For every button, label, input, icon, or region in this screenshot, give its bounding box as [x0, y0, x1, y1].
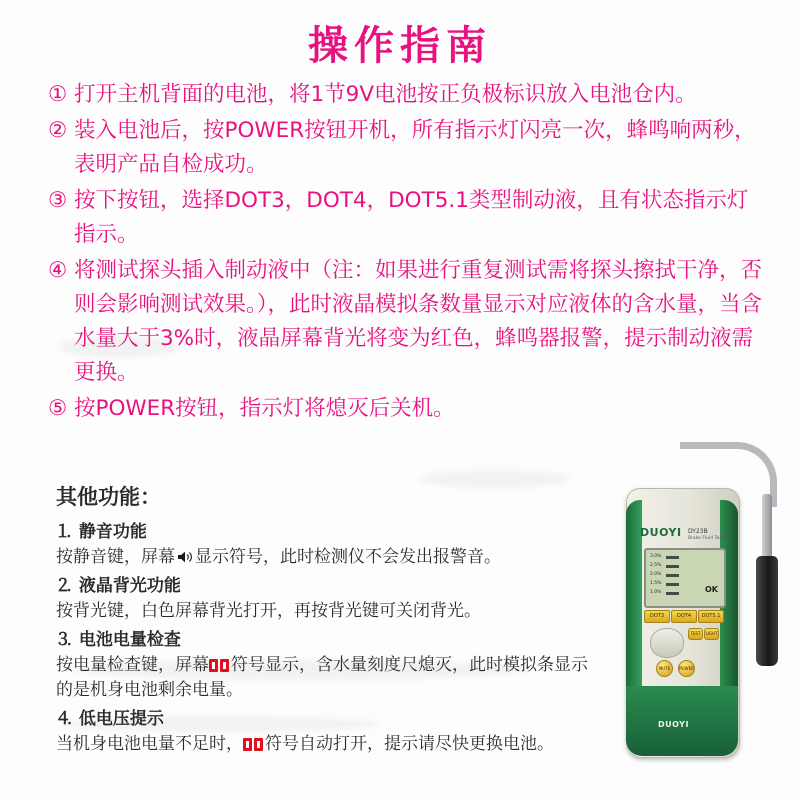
probe-tube [762, 494, 772, 560]
device-bottom-logo: DUOYI [658, 720, 689, 729]
other-item-body-after: 符号自动打开，提示请尽快更换电池。 [265, 734, 554, 754]
other-item-title: ⒈ 静音功能 [56, 522, 147, 542]
other-item-title: ⒋ 低电压提示 [56, 709, 164, 729]
device-keypad-plate [650, 628, 684, 658]
dot-button-row [644, 610, 724, 623]
lcd-scale-label: 2.0% [650, 572, 662, 577]
other-item-title: ⒉ 液晶背光功能 [56, 576, 181, 596]
lcd-status-text: OK [705, 585, 718, 594]
operation-steps-list [48, 78, 764, 428]
step-text: 按POWER按钮，指示灯将熄灭后关机。 [74, 396, 455, 421]
scan-smudge [420, 470, 570, 488]
lcd-scale-label: 2.5% [650, 563, 662, 568]
device-illustration [616, 440, 800, 770]
light-button[interactable]: LIGHT [704, 628, 719, 640]
dot51-button[interactable]: DOT5.1 [698, 610, 724, 623]
lcd-scale-bar [666, 556, 679, 559]
lcd-scale-bar [666, 565, 679, 568]
other-item-body [56, 732, 596, 757]
power-button[interactable]: POWER [678, 660, 695, 677]
device-lcd-screen [644, 548, 726, 608]
other-item-body-before: 当机身电池电量不足时， [56, 734, 243, 754]
list-item [48, 254, 764, 390]
other-item-body [56, 599, 596, 624]
step-number: ② [48, 118, 68, 143]
other-item-body [56, 653, 596, 703]
other-item-title: ⒊ 电池电量检查 [56, 630, 181, 650]
step-number: ① [48, 82, 68, 107]
other-item-body-before: 按静音键，屏幕 [56, 547, 175, 567]
lcd-scale-bar [666, 583, 679, 586]
step-text: 装入电池后，按POWER按钮开机，所有指示灯闪亮一次，蜂鸣响两秒，表明产品自检成功。 [74, 118, 756, 177]
battery-icon [243, 738, 265, 751]
step-text: 打开主机背面的电池，将1节9V电池按正负极标识放入电池仓内。 [74, 82, 697, 107]
list-item [48, 78, 764, 112]
lcd-scale-label: 3.0% [650, 554, 662, 559]
battery-icon [209, 659, 231, 672]
device-brand-label: DUOYI [640, 526, 682, 539]
lcd-scale-label: 1.0% [650, 590, 662, 595]
other-item-body-after: 符号显示，含水量刻度尺熄灭，此时模拟条显示的是机身电池剩余电量。 [56, 655, 588, 700]
mute-button[interactable]: MUTE [656, 660, 673, 677]
list-item [48, 392, 764, 426]
step-number: ④ [48, 258, 68, 283]
list-item [48, 184, 764, 252]
probe-tip [756, 556, 778, 666]
step-number: ⑤ [48, 396, 68, 421]
dot4-button[interactable]: DOT4 [671, 610, 697, 623]
device-subtitle-label: Brake Fluid Tester [688, 536, 729, 541]
other-functions-heading: 其他功能： [56, 485, 161, 509]
test-button[interactable]: TEST [688, 628, 703, 640]
other-item-body-after: 显示符号，此时检测仪不会发出报警音。 [195, 547, 501, 567]
list-item [48, 114, 764, 182]
dot3-button[interactable]: DOT3 [644, 610, 670, 623]
other-item-body-before: 按电量检查键，屏幕 [56, 655, 209, 675]
lcd-scale-label: 1.5% [650, 581, 662, 586]
lcd-scale-bar [666, 574, 679, 577]
step-number: ③ [48, 188, 68, 213]
device-model-label: DY23B [688, 528, 708, 535]
other-item-body [56, 545, 596, 570]
other-functions-list [56, 516, 596, 760]
lcd-scale-bar [666, 592, 679, 595]
mute-icon [177, 550, 193, 564]
page-title: 操作指南 [308, 22, 492, 69]
step-text: 将测试探头插入制动液中（注：如果进行重复测试需将探头擦拭干净，否则会影响测试效果。），此时液晶模拟条数量显示对应液体的含水量，当含水量大于3%时，液晶屏幕背光将变为红色，蜂鸣器报警，提示制动液需更换。 [74, 258, 763, 385]
other-item-body-before: 按背光键，白色屏幕背光打开，再按背光键可关闭背光。 [56, 601, 481, 621]
step-text: 按下按钮，选择DOT3，DOT4，DOT5.1类型制动液，且有状态指示灯指示。 [74, 188, 749, 247]
